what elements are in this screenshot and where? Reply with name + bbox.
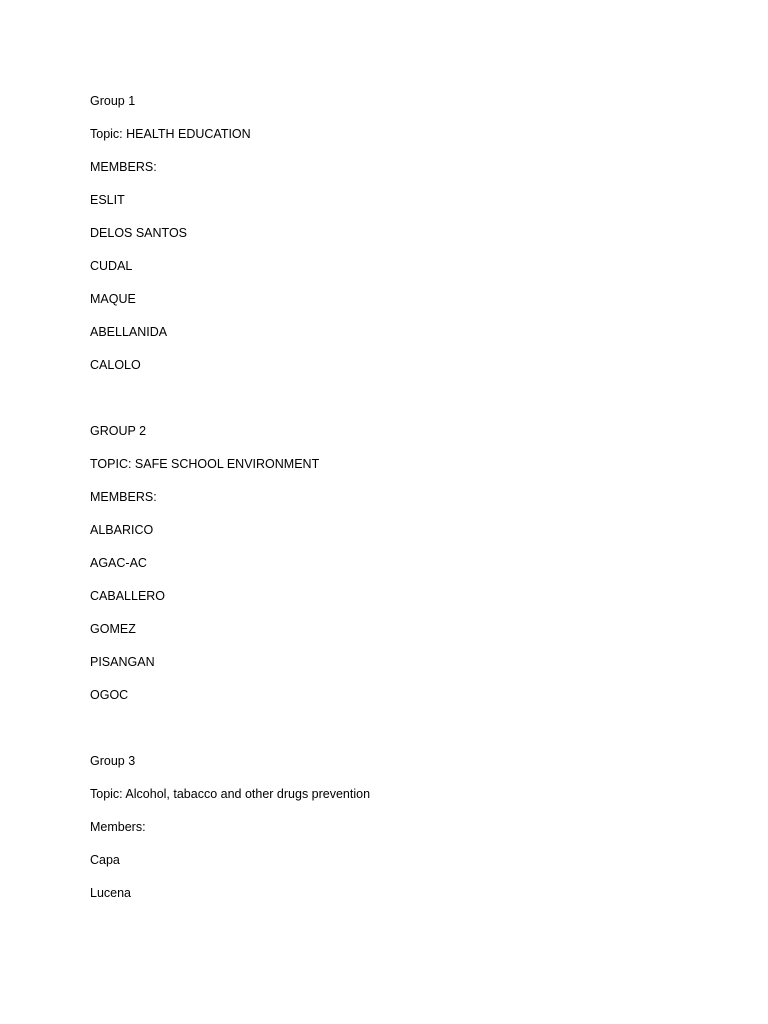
member-name: Capa: [90, 853, 120, 867]
member-name: CUDAL: [90, 259, 133, 273]
document-body: [90, 93, 690, 918]
group-topic: Topic: Alcohol, tabacco and other drugs prevention: [90, 787, 371, 801]
member-name: ESLIT: [90, 193, 125, 207]
member-name: ALBARICO: [90, 523, 154, 537]
members-label: MEMBERS:: [90, 490, 157, 504]
group-heading: Group 3: [90, 754, 136, 768]
member-name: AGAC-AC: [90, 556, 147, 570]
members-label: MEMBERS:: [90, 160, 157, 174]
group-section-2: [90, 423, 690, 720]
member-name: MAQUE: [90, 292, 136, 306]
member-name: Lucena: [90, 886, 132, 900]
group-heading: Group 1: [90, 94, 136, 108]
group-section-3: [90, 753, 690, 918]
group-heading: GROUP 2: [90, 424, 147, 438]
members-label: Members:: [90, 820, 146, 834]
member-name: GOMEZ: [90, 622, 136, 636]
member-name: CALOLO: [90, 358, 141, 372]
group-topic: TOPIC: SAFE SCHOOL ENVIRONMENT: [90, 457, 320, 471]
member-name: DELOS SANTOS: [90, 226, 188, 240]
member-name: PISANGAN: [90, 655, 155, 669]
member-name: OGOC: [90, 688, 129, 702]
group-topic: Topic: HEALTH EDUCATION: [90, 127, 251, 141]
member-name: ABELLANIDA: [90, 325, 168, 339]
member-name: CABALLERO: [90, 589, 166, 603]
group-section-1: [90, 93, 690, 390]
